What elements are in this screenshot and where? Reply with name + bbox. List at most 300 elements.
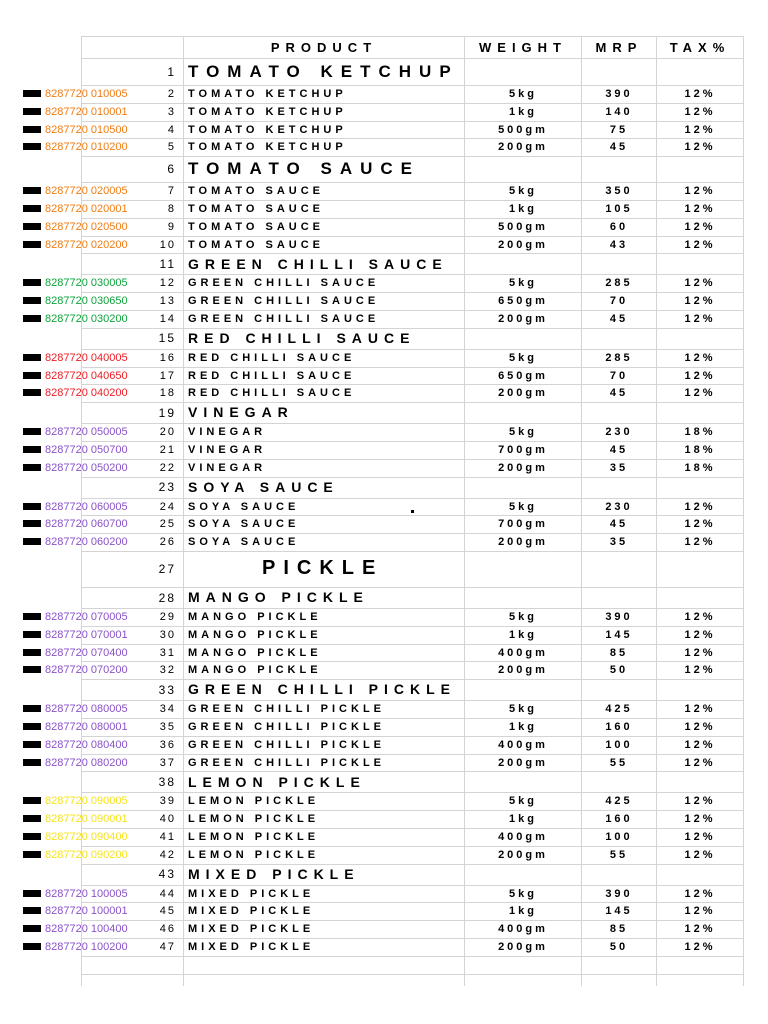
mrp-cell: 50 [609, 664, 629, 677]
product-name: VINEGAR [188, 426, 267, 439]
grid-line [81, 138, 743, 139]
grid-line [183, 36, 184, 986]
group-heading: VINEGAR [188, 404, 294, 421]
grid-line [81, 718, 743, 719]
weight-cell: 5kg [509, 185, 537, 198]
mrp-cell: 100 [605, 830, 633, 843]
header-mrp: MRP [595, 40, 643, 55]
weight-cell: 200gm [498, 312, 548, 325]
mrp-cell: 160 [605, 720, 633, 733]
barcode-icon [23, 907, 41, 914]
group-number: 28 [158, 590, 176, 605]
product-name: LEMON PICKLE [188, 830, 320, 843]
tax-cell: 12% [684, 536, 716, 549]
barcode-icon [23, 613, 41, 620]
barcode-icon [23, 90, 41, 97]
tax-cell: 12% [684, 220, 716, 233]
group-number: 43 [158, 867, 176, 882]
barcode-icon [23, 631, 41, 638]
mrp-cell: 35 [609, 461, 629, 474]
grid-line [81, 85, 743, 86]
row-number: 40 [159, 813, 176, 826]
tax-cell: 12% [684, 628, 716, 641]
barcode-icon [23, 851, 41, 858]
barcode-icon [23, 538, 41, 545]
product-name: GREEN CHILLI SAUCE [188, 295, 380, 308]
product-code: 8287720 020500 [45, 220, 128, 233]
mrp-cell: 140 [605, 105, 633, 118]
product-code: 8287720 040005 [45, 351, 128, 364]
mrp-cell: 55 [609, 756, 629, 769]
grid-line [81, 902, 743, 903]
grid-line [81, 441, 743, 442]
row-number: 10 [159, 238, 176, 251]
product-code: 8287720 090005 [45, 795, 128, 808]
weight-cell: 500gm [498, 123, 548, 136]
barcode-icon [23, 187, 41, 194]
weight-cell: 400gm [498, 646, 548, 659]
product-name: VINEGAR [188, 461, 267, 474]
product-name: VINEGAR [188, 443, 267, 456]
product-name: MANGO PICKLE [188, 664, 322, 677]
mrp-cell: 70 [609, 369, 629, 382]
row-number: 8 [167, 202, 176, 215]
grid-line [81, 792, 743, 793]
product-name: TOMATO KETCHUP [188, 105, 347, 118]
barcode-icon [23, 520, 41, 527]
barcode-icon [23, 815, 41, 822]
product-name: RED CHILLI SAUCE [188, 387, 356, 400]
weight-cell: 700gm [498, 443, 548, 456]
tax-cell: 12% [684, 610, 716, 623]
product-code: 8287720 070001 [45, 628, 128, 641]
grid-line [81, 700, 743, 701]
product-name: RED CHILLI SAUCE [188, 369, 356, 382]
group-heading: GREEN CHILLI SAUCE [188, 255, 448, 272]
row-number: 12 [159, 277, 176, 290]
weight-cell: 1kg [509, 105, 537, 118]
grid-line [81, 156, 743, 157]
grid-line [81, 515, 743, 516]
mrp-cell: 35 [609, 536, 629, 549]
product-code: 8287720 100400 [45, 923, 128, 936]
product-code: 8287720 020200 [45, 238, 128, 251]
mrp-cell: 390 [605, 87, 633, 100]
product-code: 8287720 020005 [45, 185, 128, 198]
product-code: 8287720 050200 [45, 461, 128, 474]
row-number: 24 [159, 500, 176, 513]
tax-cell: 12% [684, 238, 716, 251]
product-name: LEMON PICKLE [188, 813, 320, 826]
row-number: 4 [167, 123, 176, 136]
group-heading: PICKLE [262, 557, 384, 579]
product-code: 8287720 080400 [45, 738, 128, 751]
mrp-cell: 390 [605, 610, 633, 623]
group-number: 6 [167, 162, 176, 177]
row-number: 39 [159, 795, 176, 808]
product-code: 8287720 010005 [45, 87, 128, 100]
weight-cell: 1kg [509, 720, 537, 733]
mrp-cell: 45 [609, 141, 629, 154]
weight-cell: 400gm [498, 830, 548, 843]
tax-cell: 12% [684, 185, 716, 198]
tax-cell: 12% [684, 202, 716, 215]
tax-cell: 12% [684, 277, 716, 290]
row-number: 26 [159, 536, 176, 549]
grid-line [81, 956, 743, 957]
product-code: 8287720 090001 [45, 813, 128, 826]
mrp-cell: 350 [605, 185, 633, 198]
grid-line [81, 498, 743, 499]
tax-cell: 18% [684, 426, 716, 439]
grid-line [81, 920, 743, 921]
product-name: TOMATO SAUCE [188, 238, 325, 251]
tax-cell: 12% [684, 369, 716, 382]
grid-line [81, 736, 743, 737]
barcode-icon [23, 666, 41, 673]
weight-cell: 5kg [509, 610, 537, 623]
barcode-icon [23, 759, 41, 766]
grid-line [81, 533, 743, 534]
mrp-cell: 45 [609, 443, 629, 456]
product-code: 8287720 060200 [45, 536, 128, 549]
weight-cell: 650gm [498, 369, 548, 382]
weight-cell: 200gm [498, 536, 548, 549]
grid-line [81, 754, 743, 755]
row-number: 14 [159, 312, 176, 325]
product-code: 8287720 060700 [45, 518, 128, 531]
barcode-icon [23, 797, 41, 804]
product-code: 8287720 100001 [45, 905, 128, 918]
product-name: MIXED PICKLE [188, 923, 315, 936]
row-number: 30 [159, 628, 176, 641]
grid-line [81, 608, 743, 609]
product-code: 8287720 100005 [45, 887, 128, 900]
header-tax: TAX% [669, 40, 731, 55]
mrp-cell: 425 [605, 703, 633, 716]
group-number: 27 [158, 562, 176, 576]
barcode-icon [23, 241, 41, 248]
row-number: 20 [159, 426, 176, 439]
grid-line [743, 36, 744, 986]
grid-line [81, 292, 743, 293]
weight-cell: 5kg [509, 500, 537, 513]
product-code: 8287720 010001 [45, 105, 128, 118]
mrp-cell: 100 [605, 738, 633, 751]
product-code: 8287720 070200 [45, 664, 128, 677]
tax-cell: 12% [684, 646, 716, 659]
row-number: 9 [167, 220, 176, 233]
grid-line [81, 810, 743, 811]
tax-cell: 12% [684, 295, 716, 308]
product-name: TOMATO KETCHUP [188, 87, 347, 100]
group-heading: RED CHILLI SAUCE [188, 329, 416, 346]
tax-cell: 12% [684, 795, 716, 808]
grid-line [81, 200, 743, 201]
tax-cell: 12% [684, 830, 716, 843]
group-number: 1 [167, 65, 176, 79]
grid-line [81, 885, 743, 886]
product-name: TOMATO SAUCE [188, 202, 325, 215]
tax-cell: 12% [684, 351, 716, 364]
tax-cell: 12% [684, 141, 716, 154]
product-name: SOYA SAUCE [188, 518, 300, 531]
product-name: TOMATO KETCHUP [188, 123, 347, 136]
row-number: 5 [167, 141, 176, 154]
product-name: GREEN CHILLI PICKLE [188, 756, 386, 769]
weight-cell: 1kg [509, 628, 537, 641]
barcode-icon [23, 503, 41, 510]
tax-cell: 12% [684, 703, 716, 716]
product-name: GREEN CHILLI SAUCE [188, 277, 380, 290]
row-number: 36 [159, 738, 176, 751]
product-code: 8287720 050700 [45, 443, 128, 456]
row-number: 25 [159, 518, 176, 531]
barcode-icon [23, 223, 41, 230]
row-number: 21 [159, 443, 176, 456]
barcode-icon [23, 464, 41, 471]
product-name: GREEN CHILLI PICKLE [188, 703, 386, 716]
barcode-icon [23, 389, 41, 396]
barcode-icon [23, 741, 41, 748]
product-code: 8287720 040200 [45, 387, 128, 400]
barcode-icon [23, 428, 41, 435]
product-name: MANGO PICKLE [188, 646, 322, 659]
mrp-cell: 45 [609, 387, 629, 400]
barcode-icon [23, 108, 41, 115]
grid-line [81, 587, 743, 588]
grid-line [81, 974, 743, 975]
product-code: 8287720 010500 [45, 123, 128, 136]
product-name: MANGO PICKLE [188, 610, 322, 623]
product-code: 8287720 060005 [45, 500, 128, 513]
tax-cell: 12% [684, 105, 716, 118]
mrp-cell: 425 [605, 795, 633, 808]
mrp-cell: 160 [605, 813, 633, 826]
group-number: 15 [158, 331, 176, 346]
grid-line [81, 551, 743, 552]
grid-line [81, 349, 743, 350]
grid-line [81, 121, 743, 122]
mrp-cell: 145 [605, 905, 633, 918]
product-code: 8287720 070400 [45, 646, 128, 659]
group-heading: GREEN CHILLI PICKLE [188, 681, 457, 698]
product-code: 8287720 050005 [45, 426, 128, 439]
grid-line [81, 58, 743, 59]
product-name: TOMATO KETCHUP [188, 141, 347, 154]
row-number: 29 [159, 610, 176, 623]
mrp-cell: 230 [605, 500, 633, 513]
product-code: 8287720 090400 [45, 830, 128, 843]
tax-cell: 12% [684, 887, 716, 900]
weight-cell: 5kg [509, 795, 537, 808]
tax-cell: 12% [684, 940, 716, 953]
tax-cell: 18% [684, 443, 716, 456]
grid-line [81, 423, 743, 424]
group-number: 19 [158, 405, 176, 420]
product-code: 8287720 080200 [45, 756, 128, 769]
mrp-cell: 230 [605, 426, 633, 439]
mrp-cell: 45 [609, 518, 629, 531]
tax-cell: 12% [684, 123, 716, 136]
tax-cell: 12% [684, 813, 716, 826]
product-code: 8287720 080005 [45, 703, 128, 716]
product-name: SOYA SAUCE [188, 536, 300, 549]
grid-line [81, 626, 743, 627]
product-code: 8287720 030005 [45, 277, 128, 290]
grid-line [81, 253, 743, 254]
weight-cell: 200gm [498, 141, 548, 154]
weight-cell: 400gm [498, 738, 548, 751]
barcode-icon [23, 723, 41, 730]
weight-cell: 200gm [498, 461, 548, 474]
barcode-icon [23, 925, 41, 932]
row-number: 13 [159, 295, 176, 308]
weight-cell: 400gm [498, 923, 548, 936]
weight-cell: 1kg [509, 202, 537, 215]
barcode-icon [23, 297, 41, 304]
group-number: 33 [158, 682, 176, 697]
product-code: 8287720 040650 [45, 369, 128, 382]
grid-line [81, 310, 743, 311]
mrp-cell: 105 [605, 202, 633, 215]
row-number: 3 [167, 105, 176, 118]
grid-line [81, 661, 743, 662]
mrp-cell: 60 [609, 220, 629, 233]
row-number: 35 [159, 720, 176, 733]
barcode-icon [23, 143, 41, 150]
row-number: 17 [159, 369, 176, 382]
grid-line [81, 864, 743, 865]
row-number: 42 [159, 848, 176, 861]
product-name: MIXED PICKLE [188, 887, 315, 900]
barcode-icon [23, 372, 41, 379]
mrp-cell: 45 [609, 312, 629, 325]
product-name: GREEN CHILLI PICKLE [188, 738, 386, 751]
product-code: 8287720 030650 [45, 295, 128, 308]
mrp-cell: 85 [609, 923, 629, 936]
weight-cell: 5kg [509, 87, 537, 100]
grid-line [81, 459, 743, 460]
row-number: 22 [159, 461, 176, 474]
grid-line [81, 846, 743, 847]
mrp-cell: 43 [609, 238, 629, 251]
product-code: 8287720 080001 [45, 720, 128, 733]
product-code: 8287720 030200 [45, 312, 128, 325]
grid-line [81, 771, 743, 772]
barcode-icon [23, 705, 41, 712]
row-number: 31 [159, 646, 176, 659]
product-code: 8287720 090200 [45, 848, 128, 861]
grid-line [81, 644, 743, 645]
grid-line [81, 828, 743, 829]
product-code: 8287720 010200 [45, 141, 128, 154]
group-heading: TOMATO SAUCE [188, 159, 421, 178]
product-name: RED CHILLI SAUCE [188, 351, 356, 364]
row-number: 32 [159, 664, 176, 677]
row-number: 44 [159, 887, 176, 900]
group-number: 23 [158, 480, 176, 495]
grid-line [81, 938, 743, 939]
barcode-icon [23, 890, 41, 897]
barcode-icon [23, 354, 41, 361]
tax-cell: 18% [684, 461, 716, 474]
mrp-cell: 85 [609, 646, 629, 659]
tax-cell: 12% [684, 756, 716, 769]
barcode-icon [23, 126, 41, 133]
mrp-cell: 285 [605, 277, 633, 290]
grid-line [81, 274, 743, 275]
weight-cell: 5kg [509, 887, 537, 900]
weight-cell: 200gm [498, 664, 548, 677]
grid-line [81, 477, 743, 478]
mrp-cell: 145 [605, 628, 633, 641]
grid-line [81, 236, 743, 237]
tax-cell: 12% [684, 923, 716, 936]
header-weight: WEIGHT [479, 40, 567, 55]
product-code: 8287720 100200 [45, 940, 128, 953]
tax-cell: 12% [684, 87, 716, 100]
row-number: 16 [159, 351, 176, 364]
product-name: LEMON PICKLE [188, 848, 320, 861]
weight-cell: 200gm [498, 238, 548, 251]
row-number: 18 [159, 387, 176, 400]
tax-cell: 12% [684, 500, 716, 513]
row-number: 46 [159, 923, 176, 936]
group-heading: MIXED PICKLE [188, 865, 360, 882]
weight-cell: 700gm [498, 518, 548, 531]
mrp-cell: 285 [605, 351, 633, 364]
weight-cell: 200gm [498, 387, 548, 400]
tax-cell: 12% [684, 518, 716, 531]
tax-cell: 12% [684, 905, 716, 918]
grid-line [81, 103, 743, 104]
product-name: SOYA SAUCE [188, 500, 300, 513]
weight-cell: 5kg [509, 703, 537, 716]
weight-cell: 5kg [509, 426, 537, 439]
row-number: 47 [159, 940, 176, 953]
group-heading: SOYA SAUCE [188, 478, 339, 495]
tax-cell: 12% [684, 738, 716, 751]
row-number: 34 [159, 703, 176, 716]
grid-line [81, 679, 743, 680]
group-number: 11 [159, 256, 176, 271]
mrp-cell: 75 [609, 123, 629, 136]
grid-line [81, 328, 743, 329]
barcode-icon [23, 279, 41, 286]
product-name: MIXED PICKLE [188, 940, 315, 953]
barcode-icon [23, 833, 41, 840]
weight-cell: 500gm [498, 220, 548, 233]
stray-dot [411, 510, 414, 513]
weight-cell: 200gm [498, 940, 548, 953]
barcode-icon [23, 943, 41, 950]
weight-cell: 5kg [509, 351, 537, 364]
mrp-cell: 390 [605, 887, 633, 900]
barcode-icon [23, 315, 41, 322]
tax-cell: 12% [684, 848, 716, 861]
grid-line [81, 384, 743, 385]
weight-cell: 200gm [498, 756, 548, 769]
weight-cell: 650gm [498, 295, 548, 308]
row-number: 2 [167, 87, 176, 100]
product-code: 8287720 020001 [45, 202, 128, 215]
mrp-cell: 50 [609, 940, 629, 953]
group-heading: TOMATO KETCHUP [188, 61, 459, 81]
row-number: 45 [159, 905, 176, 918]
grid-line [81, 218, 743, 219]
barcode-icon [23, 446, 41, 453]
